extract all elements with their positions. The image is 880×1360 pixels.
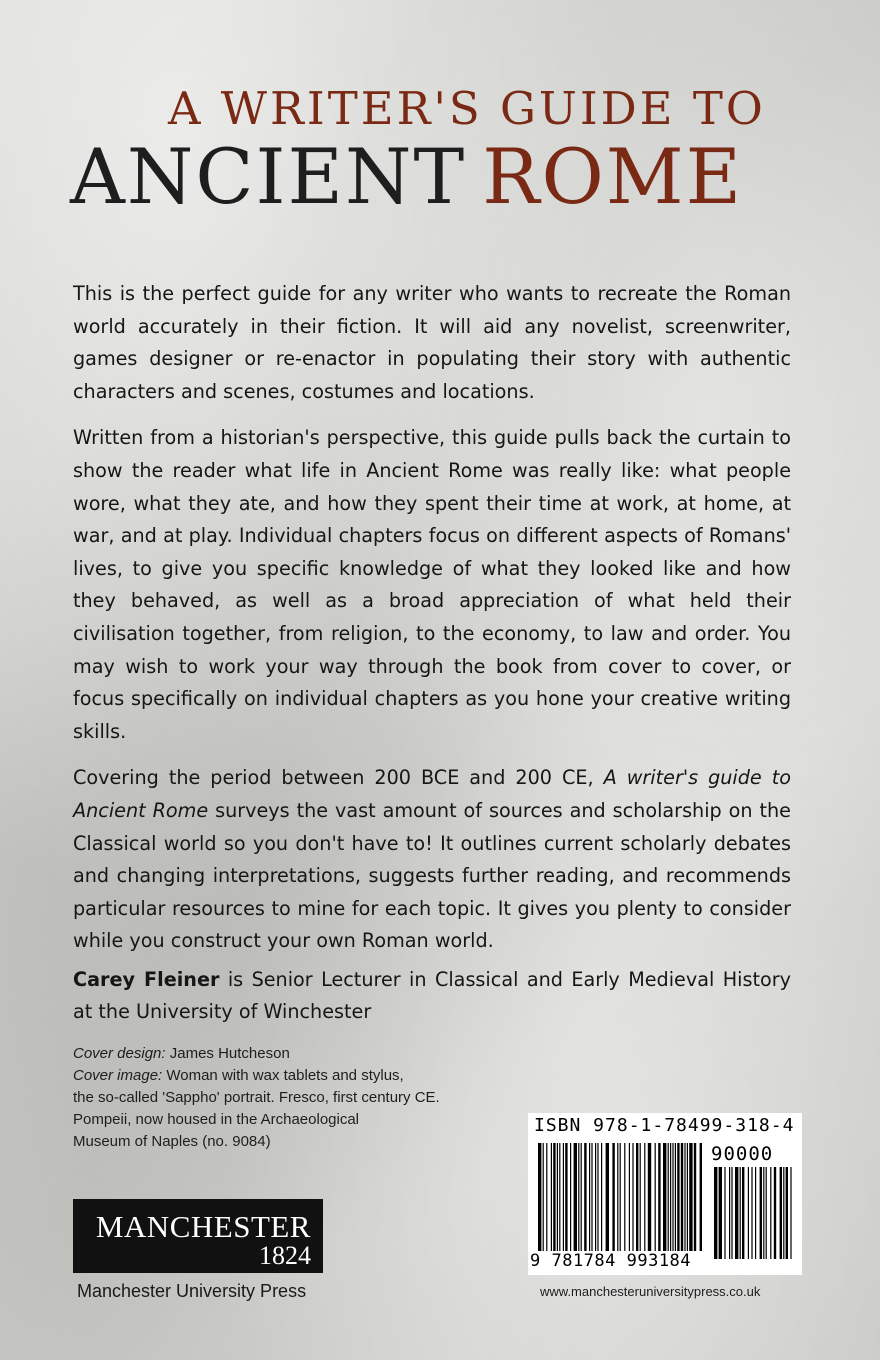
barcode-bar (770, 1167, 771, 1259)
barcode-bar (551, 1143, 552, 1251)
cover-design-credit (73, 1043, 493, 1065)
cover-image-line-3: Pompeii, now housed in the Archaeological (73, 1111, 360, 1128)
logo-name: MANCHESTER (95, 1209, 311, 1244)
barcode-bar (729, 1167, 730, 1259)
author-name: Carey Fleiner (73, 967, 220, 991)
blurb-paragraph-2: Written from a historian's perspective, this guide pulls back the curtain to show the reader what life in Ancient Rome was really like: what people wore, what they ate, and how they spent their time at work, at home, at war, and at play. Individual chapters focus on different aspects of Romans' lives, to give you specific knowledge of what they looked like and how they behaved, as well as a broad appreciation of what held their civilisation together, from religion, to the economy, to law and order. You may wish to work your way through the book from cover to cover, or focus specifically on individual chapters as you hone your creative writing skills. (73, 426, 791, 743)
barcode-bar (766, 1167, 767, 1259)
blurb-p3-before: Covering the period between 200 BCE and 200 CE, (73, 766, 604, 790)
logo-year: 1824 (259, 1241, 311, 1270)
cover-image-label: Cover image: (73, 1067, 163, 1084)
barcode-bar (601, 1143, 602, 1251)
barcode-bar (581, 1143, 582, 1251)
barcode-bar (663, 1143, 666, 1251)
barcode-bar (644, 1143, 645, 1251)
barcode-bar (714, 1167, 717, 1259)
barcode-bar (553, 1143, 555, 1251)
barcode-bar (648, 1143, 651, 1251)
barcode-bar (636, 1143, 638, 1251)
barcode-bar (742, 1167, 744, 1259)
barcode-bar (668, 1143, 669, 1251)
barcode-bar (597, 1143, 598, 1251)
publisher-website: www.manchesteruniversitypress.co.uk (540, 1284, 761, 1299)
barcode-bar (760, 1167, 762, 1259)
barcode-bar (655, 1143, 656, 1251)
barcode-bar (700, 1143, 702, 1251)
barcode-bar (677, 1143, 679, 1251)
barcode-bar (675, 1143, 676, 1251)
barcode-bar (574, 1143, 577, 1251)
barcode-bar (617, 1143, 618, 1251)
book-title-italic: A writer's guide to Ancient Rome (73, 766, 791, 822)
barcode-bar (578, 1143, 579, 1251)
isbn-barcode-block (528, 1113, 802, 1275)
barcode-bar (589, 1143, 590, 1251)
cover-image-line-2: the so-called 'Sappho' portrait. Fresco, first century CE. (73, 1089, 440, 1106)
barcode-bar (689, 1143, 692, 1251)
barcode-bar (563, 1143, 564, 1251)
title-line-2 (70, 132, 743, 221)
author-bio (73, 964, 791, 1029)
barcode-bar (724, 1167, 725, 1259)
barcode-bar (565, 1143, 567, 1251)
barcode-bar (570, 1143, 571, 1251)
isbn-label: ISBN 978-1-78499-318-4 (534, 1115, 795, 1136)
barcode-addon (714, 1167, 794, 1259)
title-line-1: A WRITER'S GUIDE TO (168, 82, 766, 135)
barcode-bar (632, 1143, 633, 1251)
cover-image-credit (73, 1065, 493, 1087)
price-code: 90000 (711, 1143, 774, 1165)
back-cover-blurb (73, 278, 791, 1043)
cover-design-value: James Hutcheson (165, 1045, 290, 1062)
publisher-logo (73, 1199, 323, 1273)
blurb-p3-after: surveys the vast amount of sources and scholarship on the Classical world so you don't have to! It outlines current scholarly debates and changing interpretations, suggests further reading, and recommends particular resources to mine for each topic. It gives you plenty to consider while you construct your own Roman world. (73, 798, 791, 953)
blurb-paragraph-1: This is the perfect guide for any writer who wants to recreate the Roman world accurately in their fiction. It will aid any novelist, screenwriter, games designer or re-enactor in populating their story with authentic characters and scenes, costumes and locations. (73, 282, 791, 403)
barcode-bar (755, 1167, 756, 1259)
barcode-bar (684, 1143, 685, 1251)
title-word-ancient: ANCIENT (70, 132, 467, 221)
barcode-bar (735, 1167, 738, 1259)
barcode-bar (670, 1143, 671, 1251)
barcode-bar (559, 1143, 560, 1251)
barcode-bar (612, 1143, 614, 1251)
barcode-bar (606, 1143, 609, 1251)
barcode-bar (591, 1143, 592, 1251)
barcode-bar (658, 1143, 660, 1251)
title-word-rome: ROME (482, 132, 744, 221)
barcode-bar (687, 1143, 688, 1251)
barcode-bar (538, 1143, 541, 1251)
barcode-bar (783, 1167, 784, 1259)
barcode-bar (546, 1143, 547, 1251)
barcode-bar (694, 1143, 696, 1251)
barcode-bar (624, 1143, 625, 1251)
barcode-bar (719, 1167, 722, 1259)
barcode-bar (640, 1143, 641, 1251)
barcode-bar (780, 1167, 782, 1259)
barcode-bar (543, 1143, 544, 1251)
barcode-bar (681, 1143, 683, 1251)
barcode-bar (584, 1143, 586, 1251)
barcode-bar (672, 1143, 673, 1251)
cover-design-label: Cover design: (73, 1045, 166, 1062)
barcode-bar (751, 1167, 752, 1259)
barcode-bar (786, 1167, 788, 1259)
cover-image-line-4: Museum of Naples (no. 9084) (73, 1133, 271, 1150)
barcode-bar (763, 1167, 764, 1259)
barcode-digits: 9 781784 993184 (530, 1251, 692, 1271)
barcode-bar (620, 1143, 621, 1251)
barcode-bar (731, 1167, 732, 1259)
barcode-bar (748, 1167, 749, 1259)
blurb-paragraph-3 (73, 762, 791, 958)
barcode-main (538, 1143, 703, 1251)
cover-credits (73, 1043, 493, 1153)
barcode-bar (790, 1167, 791, 1259)
cover-image-line-1: Woman with wax tablets and stylus, (162, 1067, 404, 1084)
barcode-bar (774, 1167, 776, 1259)
barcode-bar (557, 1143, 558, 1251)
barcode-bar (629, 1143, 630, 1251)
author-bio-text: is Senior Lecturer in Classical and Early Medieval History at the University of Winchester (73, 967, 791, 1024)
publisher-name: Manchester University Press (77, 1281, 307, 1301)
barcode-bar (595, 1143, 596, 1251)
barcode-bar (740, 1167, 741, 1259)
